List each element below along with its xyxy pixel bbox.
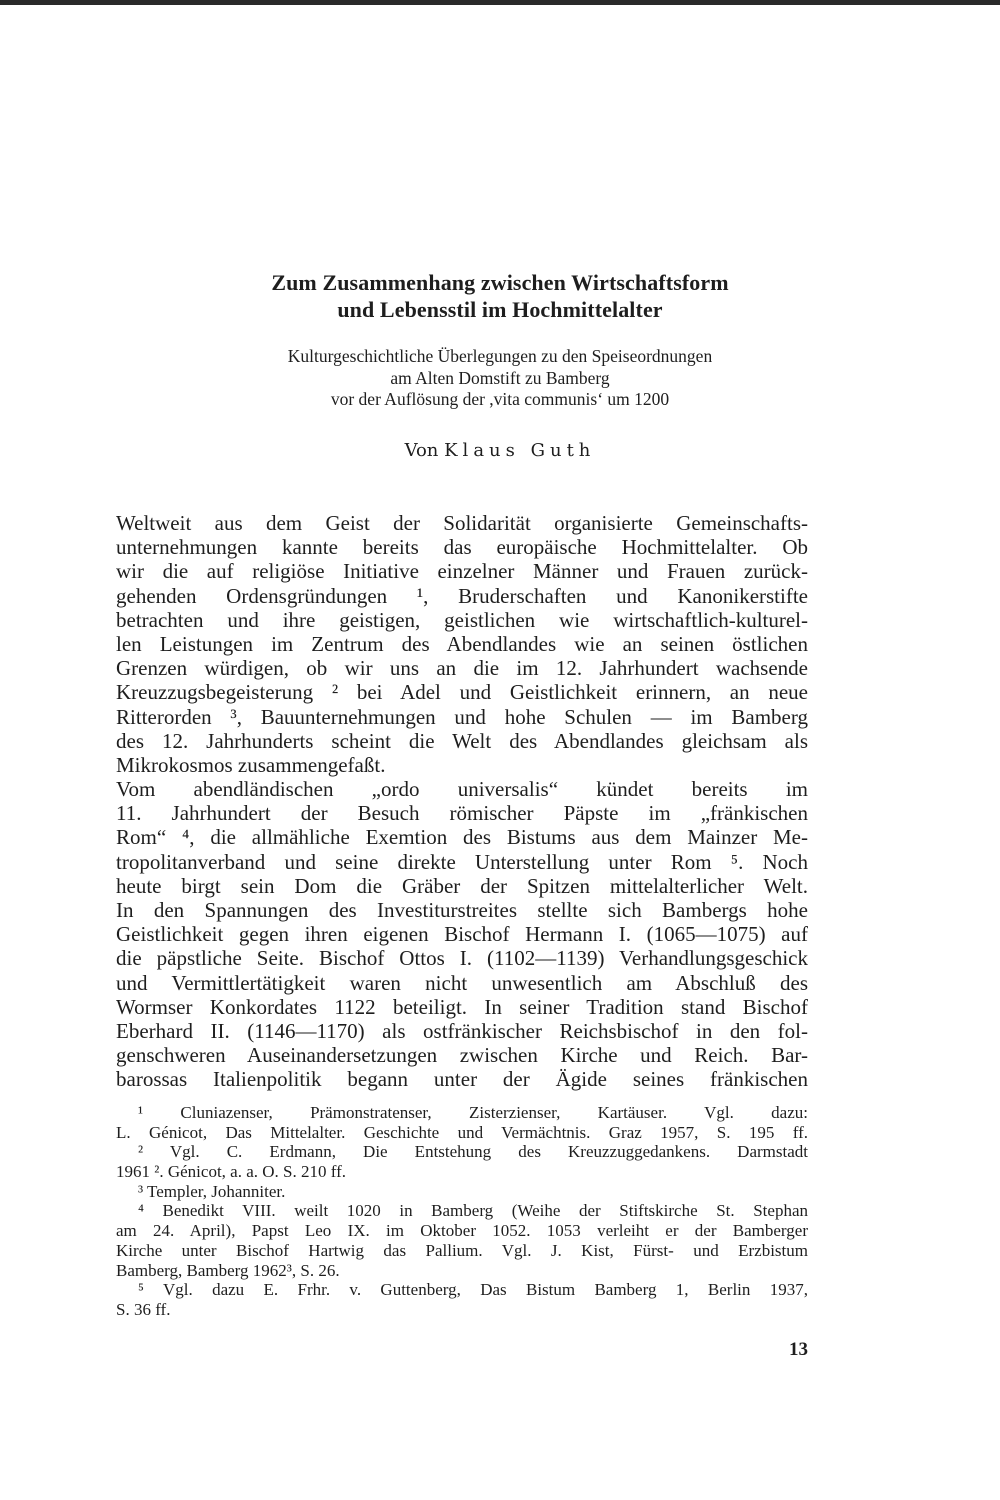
footnotes bbox=[116, 1103, 808, 1320]
footnote-line: ² Vgl. C. Erdmann, Die Entstehung des Kreuzzuggedankens. Darmstadt bbox=[138, 1142, 808, 1162]
body-line: Ritterorden ³, Bauunternehmungen und hohe Schulen — im Bamberg bbox=[116, 704, 808, 729]
body-line: In den Spannungen des Investiturstreites stellte sich Bambergs hohe bbox=[116, 898, 808, 922]
body-line: die päpstliche Seite. Bischof Ottos I. (1102—1139) Verhandlungsgeschick bbox=[116, 946, 808, 971]
body-line: Vom abendländischen „ordo universalis“ kündet bereits im bbox=[116, 777, 808, 802]
body-line: betrachten und ihre geistigen, geistlichen wie wirtschaftlich-kulturel- bbox=[116, 607, 808, 632]
footnote-line: S. 36 ff. bbox=[116, 1299, 171, 1319]
subtitle-line: Kulturgeschichtliche Überlegungen zu den Speiseordnungen bbox=[287, 346, 713, 366]
body-text bbox=[116, 511, 808, 1092]
footnote-line: Kirche unter Bischof Hartwig das Pallium. Vgl. J. Kist, Fürst- und Erzbistum bbox=[116, 1240, 808, 1260]
footnote-line: 1961 ². Génicot, a. a. O. S. 210 ff. bbox=[116, 1162, 346, 1182]
body-line: Wormser Konkordates 1122 beteiligt. In seiner Tradition stand Bischof bbox=[116, 994, 808, 1019]
article-subtitle bbox=[100, 346, 900, 411]
body-line: barossas Italienpolitik begann unter der Ägide seines fränkischen bbox=[116, 1067, 808, 1092]
body-line: 11. Jahrhundert der Besuch römischer Päpste im „fränkischen bbox=[116, 801, 808, 826]
body-line: Geistlichkeit gegen ihren eigenen Bischof Hermann I. (1065—1075) auf bbox=[116, 922, 808, 947]
author-prefix: Von bbox=[404, 440, 439, 461]
body-line: genschweren Auseinandersetzungen zwischen Kirche und Reich. Bar- bbox=[116, 1043, 808, 1068]
subtitle-line: vor der Auflösung der ,vita communis‘ um 1200 bbox=[330, 389, 670, 409]
footnote-line: ⁵ Vgl. dazu E. Frhr. v. Guttenberg, Das Bistum Bamberg 1, Berlin 1937, bbox=[138, 1280, 808, 1300]
body-line: Mikrokosmos zusammengefaßt. bbox=[116, 752, 386, 777]
title-line: Zum Zusammenhang zwischen Wirtschaftsform bbox=[271, 270, 729, 295]
author-name: Klaus Guth bbox=[444, 440, 596, 461]
subtitle-line: am Alten Domstift zu Bamberg bbox=[390, 367, 610, 388]
footnote-line: Bamberg, Bamberg 1962³, S. 26. bbox=[116, 1260, 340, 1280]
body-line: wir die auf religiöse Initiative einzelner Männer und Frauen zurück- bbox=[116, 559, 808, 584]
footnote-line: L. Génicot, Das Mittelalter. Geschichte und Vermächtnis. Graz 1957, S. 195 ff. bbox=[116, 1122, 808, 1142]
body-line: des 12. Jahrhunderts scheint die Welt des Abendlandes gleichsam als bbox=[116, 728, 808, 753]
author-byline bbox=[100, 440, 900, 462]
body-line: gehenden Ordensgründungen ¹, Bruderschaften und Kanonikerstifte bbox=[116, 583, 808, 608]
body-line: Kreuzzugsbegeisterung ² bei Adel und Geistlichkeit erinnern, an neue bbox=[116, 680, 808, 705]
page-number: 13 bbox=[789, 1339, 808, 1360]
article-title bbox=[100, 269, 900, 323]
footnote-line: ³ Templer, Johanniter. bbox=[138, 1181, 286, 1201]
body-line: Eberhard II. (1146—1170) als ostfränkischer Reichsbischof in den fol- bbox=[116, 1018, 808, 1043]
body-line: heute birgt sein Dom die Gräber der Spitzen mittelalterlicher Welt. bbox=[116, 873, 808, 898]
body-line: und Vermittlertätigkeit waren nicht unwesentlich am Abschluß des bbox=[116, 970, 808, 995]
body-line: tropolitanverband und seine direkte Unterstellung unter Rom ⁵. Noch bbox=[116, 849, 808, 874]
body-line: Weltweit aus dem Geist der Solidarität organisierte Gemeinschafts- bbox=[116, 511, 808, 535]
body-line: Rom“ ⁴, die allmähliche Exemtion des Bistums aus dem Mainzer Me- bbox=[116, 825, 808, 850]
footnote-line: am 24. April), Papst Leo IX. im Oktober 1052. 1053 verleiht er der Bamberger bbox=[116, 1221, 808, 1241]
title-line: und Lebensstil im Hochmittelalter bbox=[337, 297, 663, 322]
body-line: unternehmungen kannte bereits das europäische Hochmittelalter. Ob bbox=[116, 535, 808, 560]
footnote-line: ⁴ Benedikt VIII. weilt 1020 in Bamberg (Weihe der Stiftskirche St. Stephan bbox=[138, 1201, 808, 1221]
footnote-line: ¹ Cluniazenser, Prämonstratenser, Zisterzienser, Kartäuser. Vgl. dazu: bbox=[138, 1103, 808, 1122]
body-line: Grenzen würdigen, ob wir uns an die im 12. Jahrhundert wachsende bbox=[116, 656, 808, 681]
body-line: len Leistungen im Zentrum des Abendlandes wie an seinen östlichen bbox=[116, 631, 808, 656]
